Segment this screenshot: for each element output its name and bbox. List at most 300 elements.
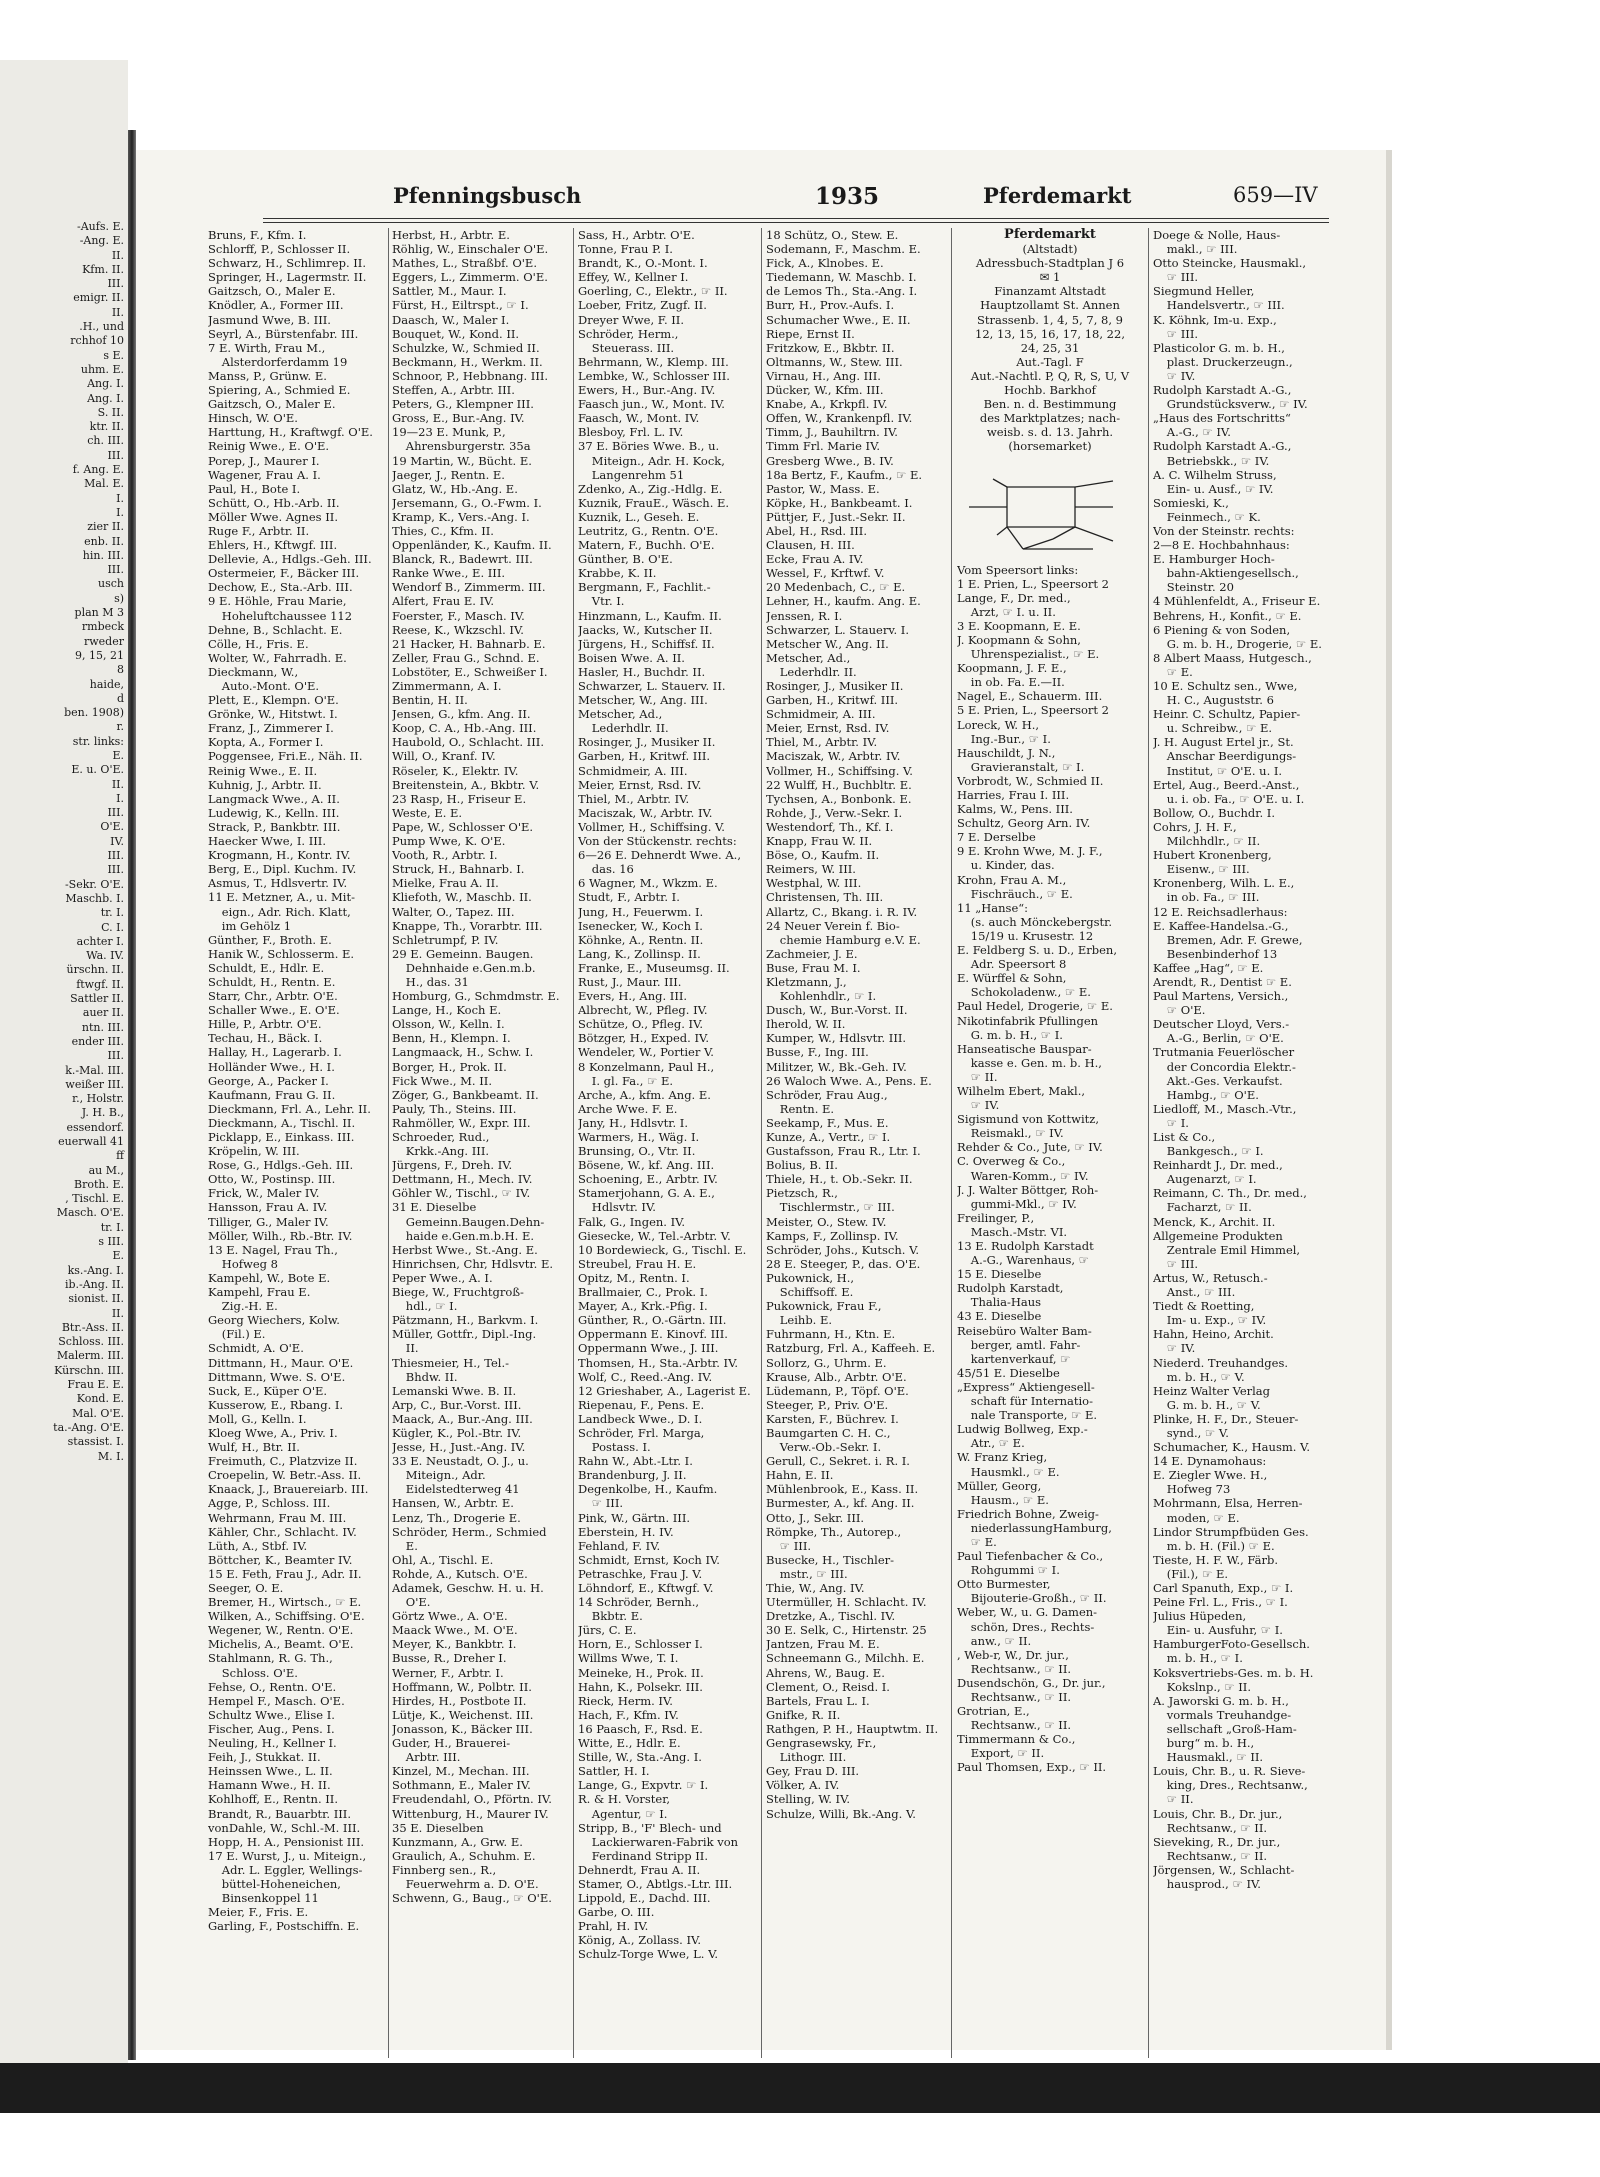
directory-entry: Fehse, O., Rentn. O'E. [208,1679,337,1694]
directory-entry: ntn. III. [81,1020,124,1034]
directory-entry: plan M 3 [74,606,124,620]
directory-entry: Masch. O'E. [56,1206,124,1220]
directory-entry: Pietzsch, R., [766,1186,838,1201]
directory-entry: r., Holstr. [72,1092,124,1106]
directory-entry: Kohlhoff, E., Rentn. II. [208,1792,339,1807]
directory-entry: ☞ I. [1166,1115,1189,1130]
directory-entry: E. Ziegler Wwe. H., [1153,1468,1268,1483]
directory-entry: 8 [117,663,124,677]
directory-entry: Pink, W., Gärtn. III. [578,1510,691,1525]
directory-entry: E. [405,1538,418,1553]
directory-entry: 6 Piening & von Soden, [1153,622,1291,637]
directory-entry: Pauly, Th., Steins. III. [392,1101,517,1116]
directory-entry: Paul Hedel, Drogerie, ☞ E. [957,999,1113,1014]
directory-entry: Krohn, Frau A. M., [957,872,1067,887]
directory-entry: Gengrasewsky, Fr., [766,1736,877,1751]
directory-entry: Waren-Komm., ☞ IV. [970,1168,1089,1183]
directory-entry: Stamerjohann, G. A. E., [578,1186,715,1201]
directory-entry: Kaufmann, Frau G. II. [208,1087,336,1102]
directory-entry: bahn-Aktiengesellsch., [1166,566,1299,581]
directory-entry: Petraschke, Frau J. V. [578,1566,703,1581]
directory-entry: Tonne, Frau P. I. [578,242,673,257]
directory-entry: Wittenburg, H., Maurer IV. [392,1806,549,1821]
directory-entry: Ratzburg, Frl. A., Kaffeeh. E. [766,1341,936,1356]
directory-entry: Alsterdorferdamm 19 [221,354,348,369]
directory-entry: Kuznik, FrauE., Wäsch. E. [578,495,730,510]
directory-entry: Hahn, E. II. [766,1468,834,1483]
directory-entry: Brandenburg, J. II. [578,1468,687,1483]
directory-entry: Herbst Wwe., St.-Ang. E. [392,1242,538,1257]
header-street-left: Pfenningsbusch [393,183,582,208]
directory-entry: Hofweg 8 [221,1256,278,1271]
directory-entry: Kond. E. [76,1392,124,1406]
directory-entry: tr. I. [100,906,124,920]
directory-entry: Guder, H., Brauerei- [392,1736,511,1751]
directory-entry: Weste, E. E. [392,805,463,820]
directory-entry: Borger, H., Prok. II. [392,1059,507,1074]
directory-entry: Streubel, Frau H. E. [578,1256,697,1271]
directory-entry: Hubert Kronenberg, [1153,848,1272,863]
directory-entry: Lobstöter, E., Schweißer I. [392,664,548,679]
directory-entry: Rohde, J., Verw.-Sekr. I. [766,805,903,820]
directory-entry: Rosinger, J., Musiker II. [766,679,904,693]
directory-entry: zier II. [87,520,124,534]
directory-entry: Doege & Nolle, Haus- [1153,228,1281,242]
directory-entry: Lüdemann, P., Töpf. O'E. [766,1383,909,1398]
directory-entry: Kramp, K., Vers.-Ang. I. [392,509,530,524]
directory-entry: Strassenb. 1, 4, 5, 7, 8, 9 [977,312,1123,327]
directory-entry: Daasch, W., Maler I. [392,312,510,327]
directory-entry: 2—8 E. Hochbahnhaus: [1153,538,1290,553]
directory-entry: Wessel, F., Krftwf. V. [766,566,885,581]
directory-entry: Jung, H., Feuerwm. I. [578,904,704,919]
directory-entry: Pastor, W., Mass. E. [766,481,880,496]
directory-entry: Pätzmann, H., Barkvm. I. [392,1313,539,1328]
directory-entry: Garben, H., Kritwf. III. [578,749,711,764]
directory-entry: Faasch jun., W., Mont. IV. [578,397,725,412]
directory-entry: „Express“ Aktiengesell- [957,1379,1095,1394]
directory-entry: List & Co., [1153,1130,1216,1144]
directory-entry: Fick Wwe., M. II. [392,1073,492,1088]
directory-entry: Bötzger, H., Exped. IV. [578,1031,709,1046]
directory-entry: Reinig Wwe., E. II. [208,763,318,778]
directory-entry: Kletzmann, J., [766,974,847,989]
directory-entry: Buse, Frau M. I. [766,960,861,975]
directory-entry: III. [107,448,124,462]
directory-entry: haide e.Gen.m.b.H. E. [405,1228,535,1243]
directory-entry: Finnberg sen., R., [392,1862,497,1877]
directory-entry: Stamer, O., Abtlgs.-Ltr. III. [578,1876,733,1891]
directory-entry: Agentur, ☞ I. [591,1806,668,1821]
directory-entry: Wehrmann, Frau M. III. [208,1510,347,1525]
directory-entry: Bösene, W., kf. Ang. III. [578,1158,715,1173]
directory-entry: Glatz, W., Hb.-Ang. E. [392,481,518,496]
directory-entry: Schlorff, P., Schlosser II. [208,242,351,257]
directory-entry: 3 E. Koopmann, E. E. [957,618,1081,633]
directory-entry: C. Overweg & Co., [957,1154,1066,1169]
directory-entry: Langmack Wwe., A. II. [208,791,340,806]
directory-entry: Institut, ☞ O'E. u. I. [1166,763,1283,778]
directory-entry: Utermüller, H. Schlacht. IV. [766,1595,927,1610]
directory-entry: Busse, F., Ing. III. [766,1045,869,1060]
directory-entry: O'E. [405,1595,431,1610]
directory-entry: ürschn. II. [66,963,124,977]
directory-entry: kartenverkauf, ☞ [970,1351,1071,1366]
directory-entry: Freimuth, C., Platzvize II. [208,1454,358,1469]
directory-entry: Adressbuch-Stadtplan J 6 [975,256,1125,271]
directory-entry: Schnoor, P., Hebbnang. III. [392,368,549,383]
directory-entry: Rechtsanw., ☞ II. [1166,1848,1268,1863]
directory-entry: Fuhrmann, H., Ktn. E. [766,1327,896,1342]
directory-entry: 13 E. Rudolph Karstadt [957,1239,1094,1253]
directory-entry: Garben, H., Kritwf. III. [766,693,899,708]
directory-entry: Dettmann, H., Mech. IV. [392,1172,533,1187]
directory-entry: Btr.-Ass. II. [61,1320,124,1334]
directory-entry: Vollmer, H., Schiffsing. V. [766,763,913,778]
directory-entry: Hofweg 73 [1166,1482,1231,1497]
directory-entry: Vooth, R., Arbtr. I. [392,848,498,863]
directory-entry: Leutritz, G., Rentn. O'E. [578,523,719,538]
directory-entry: Schmidt, Ernst, Koch IV. [578,1552,720,1567]
directory-entry: Schmidmeir, A. III. [578,763,688,778]
directory-entry: Reimann, C. Th., Dr. med., [1153,1186,1307,1201]
column-divider [573,228,574,2058]
directory-entry: Bergmann, F., Fachlit.- [578,580,711,595]
directory-entry: Seekamp, F., Mus. E. [766,1115,889,1130]
directory-entry: Atr., ☞ E. [970,1436,1025,1451]
directory-entry: Stahlmann, R. G. Th., [208,1651,333,1666]
directory-entry: Gey, Frau D. III. [766,1764,860,1779]
directory-entry: Somieski, K., [1153,495,1229,510]
directory-entry: C. I. [101,920,124,934]
directory-entry: Rahmöller, W., Expr. III. [392,1115,531,1130]
directory-entry: Dehnerdt, Frau A. II. [578,1862,701,1877]
directory-entry: Meister, O., Stew. IV. [766,1214,887,1229]
directory-entry: Finanzamt Altstadt [994,284,1106,299]
directory-entry: Virnau, H., Ang. III. [766,368,881,383]
directory-entry: Haubold, O., Schlacht. III. [392,735,544,750]
directory-entry: 22 Wulff, H., Buchbltr. E. [766,777,912,792]
directory-entry: de Lemos Th., Sta.-Ang. I. [766,284,918,299]
directory-entry: Gresberg Wwe., B. IV. [766,453,894,468]
directory-entry: Schröder, Johs., Kutsch. V. [766,1242,920,1257]
directory-entry: Auto.-Mont. O'E. [221,679,320,693]
directory-entry: Jensen, G., kfm. Ang. II. [392,707,531,722]
directory-entry: Burr, H., Prov.-Aufs. I. [766,298,895,313]
directory-entry: Schröder, Herm., [578,326,679,341]
header-page-number: 659—IV [1233,183,1318,207]
directory-entry: Studt, F., Arbtr. I. [578,890,680,905]
directory-entry: Metscher, Ad., [766,650,851,665]
directory-entry: Knapp, Frau W. II. [766,834,873,849]
directory-entry: .H., und [79,320,124,334]
book-gutter [128,130,136,2060]
directory-entry: ☞ IV. [970,1098,1000,1113]
directory-entry: Bkbtr. E. [591,1609,643,1624]
directory-entry: schön, Dres., Rechts- [970,1619,1095,1634]
directory-entry: 6 Wagner, M., Wkzm. E. [578,876,718,891]
directory-entry: Schwarzer, L. Stauerv. I. [766,622,909,637]
directory-entry: Lemanski Wwe. B. II. [392,1383,517,1398]
directory-entry: Hille, P., Arbtr. O'E. [208,1017,322,1032]
directory-entry: Plett, E., Klempn. O'E. [208,693,339,708]
directory-entry: 12, 13, 15, 16, 17, 18, 22, [975,326,1125,341]
directory-entry: M. I. [97,1449,124,1463]
directory-entry: Steuerass. III. [591,340,675,355]
directory-entry: Schmidt, A. O'E. [208,1341,304,1356]
directory-entry: Knödler, A., Former III. [208,298,344,313]
directory-entry: 11 E. Metzner, A., u. Mit- [208,890,355,905]
page-edge [1386,150,1392,2050]
directory-entry: 24, 25, 31 [1020,340,1080,355]
directory-entry: Louis, Chr. B., u. R. Sieve- [1153,1764,1306,1779]
directory-entry: Sigismund von Kottwitz, [957,1112,1100,1127]
directory-entry: Thalia-Haus [970,1295,1042,1310]
directory-entry: O'E. [100,820,124,834]
column-divider [1148,228,1149,2058]
directory-entry: Jonasson, K., Bäcker III. [392,1721,533,1736]
directory-entry: Christensen, Th. III. [766,890,884,905]
directory-entry: hin. III. [82,548,124,562]
directory-entry: Schaller Wwe., E. O'E. [208,1003,340,1018]
directory-entry: Willms Wwe, T. I. [578,1651,679,1666]
directory-entry: Isenecker, W., Koch I. [578,918,703,933]
directory-entry: Müller, Gottfr., Dipl.-Ing. [392,1327,537,1342]
directory-entry: Rieck, Herm. IV. [578,1693,673,1708]
directory-entry: Bremen, Adr. F. Grewe, [1166,932,1303,947]
directory-entry: plast. Druckerzeugn., [1166,354,1293,369]
directory-entry: Cölle, H., Fris. E. [208,636,309,651]
directory-entry: Behrmann, W., Klemp. III. [578,354,729,369]
directory-entry: Frick, W., Maler IV. [208,1186,320,1201]
directory-entry: Witte, E., Hdlr. E. [578,1736,681,1751]
directory-entry: achter I. [76,934,124,948]
directory-entry: moden, ☞ E. [1166,1510,1240,1525]
directory-entry: Sattler, M., Maur. I. [392,284,507,299]
directory-entry: Lehner, H., kaufm. Ang. E. [766,594,921,609]
directory-entry: Carl Spanuth, Exp., ☞ I. [1153,1581,1294,1595]
page-header [263,175,1333,215]
directory-entry: II. [111,305,124,319]
directory-entry: Meier, F., Fris. E. [208,1905,309,1920]
directory-entry: Bolius, B. II. [766,1158,838,1173]
directory-entry: Arbtr. III. [405,1750,461,1765]
directory-entry: Schulze, Willi, Bk.-Ang. V. [766,1806,916,1821]
directory-entry: Reimers, W. III. [766,862,856,877]
directory-entry: Vollmer, H., Schiffsing. V. [578,819,725,834]
directory-entry: Reismakl., ☞ IV. [970,1126,1064,1141]
directory-entry: Jürgens, F., Dreh. IV. [392,1158,513,1173]
directory-entry: ☞ II. [970,1069,998,1084]
directory-entry: Feinmech., ☞ K. [1166,509,1261,524]
directory-entry: Export, ☞ II. [970,1746,1045,1761]
directory-entry: ender III. [71,1034,124,1048]
directory-entry: Schmidmeir, A. III. [766,707,876,722]
directory-entry: Ruge F., Arbtr. II. [208,523,310,538]
column-6 [1153,228,1335,2058]
directory-entry: Niederd. Treuhandges. [1153,1355,1289,1370]
directory-entry: 6—26 E. Dehnerdt Wwe. A., [578,848,741,863]
directory-entry: 18 Schütz, O., Stew. E. [766,228,899,242]
directory-entry: 33 E. Neustadt, O. J., u. [392,1454,529,1469]
directory-entry: J. J. Walter Böttger, Roh- [957,1182,1099,1197]
directory-entry: E. [112,748,124,762]
directory-entry: 12 Grieshaber, A., Lagerist E. [578,1383,751,1398]
directory-entry: Kuznik, L., Geseh. E. [578,509,700,524]
directory-entry: Krogmann, H., Kontr. IV. [208,848,351,863]
directory-entry: Agge, P., Schloss. III. [208,1496,331,1511]
directory-entry: Jaacks, W., Kutscher II. [578,622,713,637]
directory-entry: Timm Frl. Marie IV. [766,439,881,454]
directory-entry: Betriebskk., ☞ IV. [1166,453,1270,468]
directory-entry: Mal. E. [84,477,124,491]
directory-entry: Ertel, Aug., Beerd.-Anst., [1153,777,1300,792]
directory-entry: Degenkolbe, H., Kaufm. [578,1482,718,1497]
directory-entry: Pump Wwe, K. O'E. [392,834,506,849]
directory-entry: Timm, J., Bauhiltrn. IV. [766,425,898,440]
directory-entry: Matern, F., Buchh. O'E. [578,538,715,553]
directory-entry: hdl., ☞ I. [405,1299,458,1314]
directory-entry: 15 E. Feth, Frau J., Adr. II. [208,1566,362,1581]
directory-entry: Lackierwaren-Fabrik von [591,1834,739,1849]
directory-entry: Eberstein, H. IV. [578,1524,674,1539]
directory-entry: Will, O., Kranf. IV. [392,749,496,764]
directory-entry: Harries, Frau I. III. [957,788,1070,802]
directory-entry: Iherold, W. II. [766,1017,846,1032]
directory-entry: Alfert, Frau E. IV. [392,594,495,609]
directory-entry: Ohl, A., Tischl. E. [392,1552,494,1567]
directory-entry: E. u. O'E. [71,763,124,777]
directory-entry: Seyrl, A., Bürstenfabr. III. [208,326,359,341]
directory-entry: 8 Konzelmann, Paul H., [578,1059,715,1074]
directory-entry: Schokoladenw., ☞ E. [970,985,1091,1000]
directory-entry: Oppermann Wwe., J. III. [578,1341,719,1356]
directory-entry: Beckmann, H., Werkm. II. [392,354,543,369]
directory-entry: 9 E. Krohn Wwe, M. J. F., [957,844,1103,859]
directory-entry: Meyer, K., Bankbtr. I. [392,1637,517,1652]
directory-entry: ktr. II. [89,420,124,434]
directory-entry: Im- u. Exp., ☞ IV. [1166,1313,1267,1328]
directory-entry: Julius Hüpeden, [1153,1609,1247,1624]
directory-entry: Ing.-Bur., ☞ I. [970,731,1051,746]
directory-entry: Rust, J., Maur. III. [578,974,682,989]
directory-entry: Hach, F., Kfm. IV. [578,1707,679,1722]
directory-entry: Wa. IV. [86,949,124,963]
directory-entry: Meier, Ernst, Rsd. IV. [766,721,890,736]
directory-entry: Lippold, E., Dachd. III. [578,1891,711,1906]
directory-entry: 9 E. Höhle, Frau Marie, [208,594,347,609]
directory-entry: 1 E. Prien, L., Speersort 2 [957,576,1109,591]
column-divider [388,228,389,2058]
directory-entry: (s. auch Mönckebergstr. [970,914,1113,929]
directory-entry: Heinssen Wwe., L. II. [208,1764,333,1779]
directory-entry: Koksvertriebs-Ges. m. b. H. [1153,1665,1314,1680]
directory-entry: euerwall 41 [58,1135,124,1148]
directory-entry: 30 E. Selk, C., Hirtenstr. 25 [766,1623,927,1638]
directory-entry: Adr. L. Eggler, Wellings- [221,1862,363,1877]
directory-entry: ☞ E. [970,1534,997,1549]
directory-entry: Krabbe, K. II. [578,566,657,581]
directory-entry: Schröder, Frau Aug., [766,1087,888,1102]
directory-entry: Horn, E., Schlosser I. [578,1637,703,1652]
directory-entry: Rohde, A., Kutsch. O'E. [392,1566,528,1581]
directory-entry: Völker, A. IV. [766,1778,840,1793]
directory-entry: ib.-Ang. II. [64,1277,124,1291]
directory-entry: Menck, K., Archit. II. [1153,1214,1276,1229]
directory-entry: Besenbinderhof 13 [1166,946,1278,961]
directory-entry: das. 16 [591,862,634,877]
directory-entry: kasse e. Gen. m. b. H., [970,1055,1102,1070]
directory-entry: ☞ IV. [1166,368,1196,383]
directory-entry: Kampehl, W., Bote E. [208,1270,331,1285]
directory-entry: Homburg, G., Schmdmstr. E. [392,989,560,1004]
directory-entry: Schuldt, E., Hdlr. E. [208,960,325,975]
directory-entry: 8 Albert Maass, Hutgesch., [1153,650,1312,665]
directory-entry: Thiel, M., Arbtr. IV. [766,735,878,750]
directory-entry: Heinr. C. Schultz, Papier- [1153,707,1301,722]
directory-entry: Ein- u. Ausf., ☞ IV. [1166,481,1274,496]
directory-entry: 20 Medenbach, C., ☞ E. [766,580,906,595]
directory-entry: Paul Thomsen, Exp., ☞ II. [957,1760,1107,1775]
directory-entry: Schiffsoff. E. [779,1285,854,1300]
directory-entry: Fritzkow, E., Bkbtr. II. [766,340,895,355]
directory-entry: Paul Tiefenbacher & Co., [957,1549,1104,1564]
directory-entry: m. b. H., ☞ I. [1166,1651,1243,1666]
directory-entry: Kampehl, Frau E. [208,1285,311,1300]
directory-entry: Eggers, L., Zimmerm. O'E. [392,270,548,285]
directory-entry: Rose, G., Hdlgs.-Geh. III. [208,1158,354,1173]
directory-entry: Biege, W., Fruchtgroß- [392,1285,524,1300]
directory-entry: Kunze, A., Vertr., ☞ I. [766,1130,891,1144]
directory-entry: Brallmaier, C., Prok. I. [578,1285,708,1300]
directory-entry: Facharzt, ☞ II. [1166,1200,1252,1215]
directory-entry: Oppenländer, K., Kaufm. II. [392,538,552,553]
directory-entry: Hopp, H. A., Pensionist III. [208,1834,365,1849]
directory-entry: Ludewig, K., Kelln. III. [208,805,340,820]
directory-entry: Michelis, A., Beamt. O'E. [208,1637,354,1652]
directory-entry: Hauschildt, J. N., [957,745,1056,760]
directory-entry: Stille, W., Sta.-Ang. I. [578,1750,702,1765]
directory-entry: au M., [88,1163,124,1177]
directory-entry: Adr. Speersort 8 [970,957,1067,972]
directory-entry: Lütje, K., Weichenst. III. [392,1707,534,1722]
directory-entry: Pukownick, Frau F., [766,1299,882,1314]
directory-entry: Dretzke, A., Tischl. IV. [766,1609,896,1624]
directory-entry: Hauptzollamt St. Annen [980,298,1120,313]
directory-entry: Riepenau, F., Pens. E. [578,1397,705,1412]
directory-entry: Kaffee „Hag“, ☞ E. [1153,960,1264,975]
directory-entry: Sodemann, F., Maschm. E. [766,242,921,257]
directory-entry: Brandt, K., O.-Mont. I. [578,256,708,271]
directory-entry: 10 Bordewieck, G., Tischl. E. [578,1242,747,1257]
directory-entry: Ahrens, W., Baug. E. [766,1665,885,1680]
directory-entry: Böse, O., Kaufm. II. [766,848,880,863]
directory-entry: Paul Martens, Versich., [1153,989,1289,1004]
directory-entry: Püttjer, F., Just.-Sekr. II. [766,509,906,524]
directory-entry: Prahl, H. IV. [578,1919,649,1934]
directory-entry: Kopta, A., Former I. [208,735,324,750]
directory-entry: Pukownick, H., [766,1270,855,1285]
directory-entry: Maack, A., Bur.-Ang. III. [392,1411,533,1426]
directory-entry: Eidelstedterweg 41 [405,1482,520,1497]
directory-entry: Wolf, C., Reed.-Ang. IV. [578,1369,713,1384]
directory-entry: H. C., Auguststr. 6 [1166,693,1274,708]
directory-entry: III. [107,563,124,577]
directory-entry: (Fil.) E. [221,1327,266,1342]
street-map [963,457,1123,559]
directory-entry: ks.-Ang. I. [67,1263,124,1277]
directory-entry: Techau, H., Bäck. I. [208,1031,323,1046]
